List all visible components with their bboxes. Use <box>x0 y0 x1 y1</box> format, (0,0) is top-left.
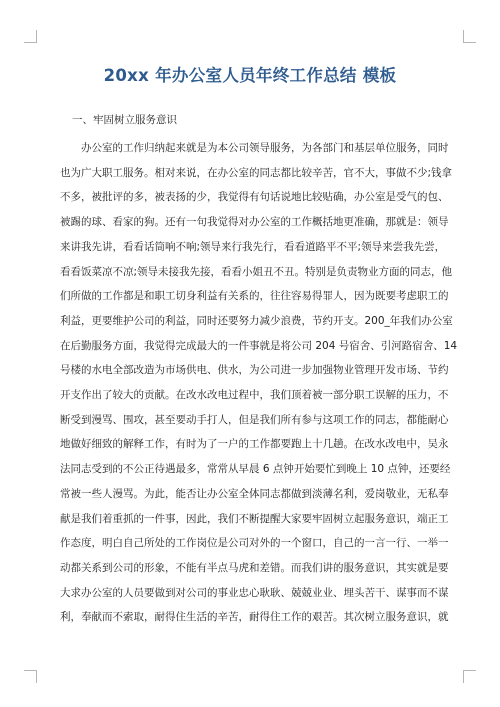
paragraph-line: 看看饭菜凉不凉;领导未接我先接，看看小姐丑不丑。特别是负责物业方面的同志，他 <box>60 265 453 278</box>
document-body <box>60 110 458 630</box>
paragraph-line: 动都关系到公司的形象，不能有半点马虎和差错。而我们讲的服务意识，其实就是要 <box>60 561 449 574</box>
paragraph-line: 地做好细致的解释工作，有时为了一户的工作都要跑上十几趟。在改水改电中，吴永 <box>60 438 449 451</box>
paragraph-line: 利，奉献而不索取，耐得住生活的辛苦，耐得住工作的艰苦。其次树立服务意识，就 <box>60 611 449 624</box>
paragraph-line: 献是我们着重抓的一件事，因此，我们不断提醒大家要牢固树立起服务意识，端正工 <box>60 512 449 525</box>
corner-mark-bottom-right <box>463 670 476 683</box>
paragraph-line: 作态度，明白自己所处的工作岗位是公司对外的一个窗口，自己的一言一行、一举一 <box>60 537 449 550</box>
paragraph-line: 来讲我先讲，看看话筒响不响;领导来行我先行，看看道路平不平;领导来尝我先尝， <box>60 240 446 253</box>
corner-mark-bottom-left <box>24 670 37 683</box>
paragraph-line: 也为广大职工服务。相对来说，在办公室的同志都比较辛苦，官不大，事做不少;钱拿 <box>60 166 453 179</box>
paragraph-line: 法同志受到的不公正待遇最多，常常从早晨 6 点钟开始要忙到晚上 10 点钟，还要经 <box>60 463 451 476</box>
paragraph-line: 断受到漫骂、围攻，甚至要动手打人，但是我们所有参与这项工作的同志，都能耐心 <box>60 413 449 426</box>
paragraph-line: 不多，被批评的多，被表扬的少，我觉得有句话说地比较贴确，办公室是受气的包、 <box>60 191 449 204</box>
document-title: 20xx 年办公室人员年终工作总结 模板 <box>103 66 397 85</box>
paragraph-line: 开支作出了较大的贡献。在改水改电过程中，我们顶着被一部分职工误解的压力，不 <box>60 389 449 402</box>
paragraph-line: 办公室的工作归纳起来就是为本公司领导服务，为各部门和基层单位服务，同时 <box>81 142 449 154</box>
paragraph-line: 号楼的水电全部改造为市场供电、供水，为公司进一步加强物业管理开发市场、节约 <box>60 364 449 377</box>
corner-mark-top-left <box>24 30 37 43</box>
paragraph-line: 在后勤服务方面，我觉得完成最大的一件事就是将公司 204 号宿舍、引河路宿舍、14 <box>60 339 458 352</box>
paragraph-line: 们所做的工作都是和职工切身利益有关系的，往往容易得罪人，因为既要考虑职工的 <box>60 290 449 303</box>
paragraph-line: 被踢的球、看家的狗。还有一句我觉得对办公室的工作概括地更准确，那就是：领导 <box>60 216 449 229</box>
corner-mark-top-right <box>463 30 476 43</box>
paragraph-line: 大求办公室的人员要做到对公司的事业忠心耿耿、兢兢业业、埋头苦干、谋事而不谋 <box>60 586 449 599</box>
paragraph-line: 常被一些人漫骂。为此，能否让办公室全体同志都做到淡薄名利，爱岗敬业，无私奉 <box>60 487 449 500</box>
section-heading: 一、牢固树立服务意识 <box>72 114 177 126</box>
paragraph-line: 利益，更要维护公司的利益，同时还要努力减少浪费，节约开支。200_年我们办公室 <box>60 314 453 327</box>
